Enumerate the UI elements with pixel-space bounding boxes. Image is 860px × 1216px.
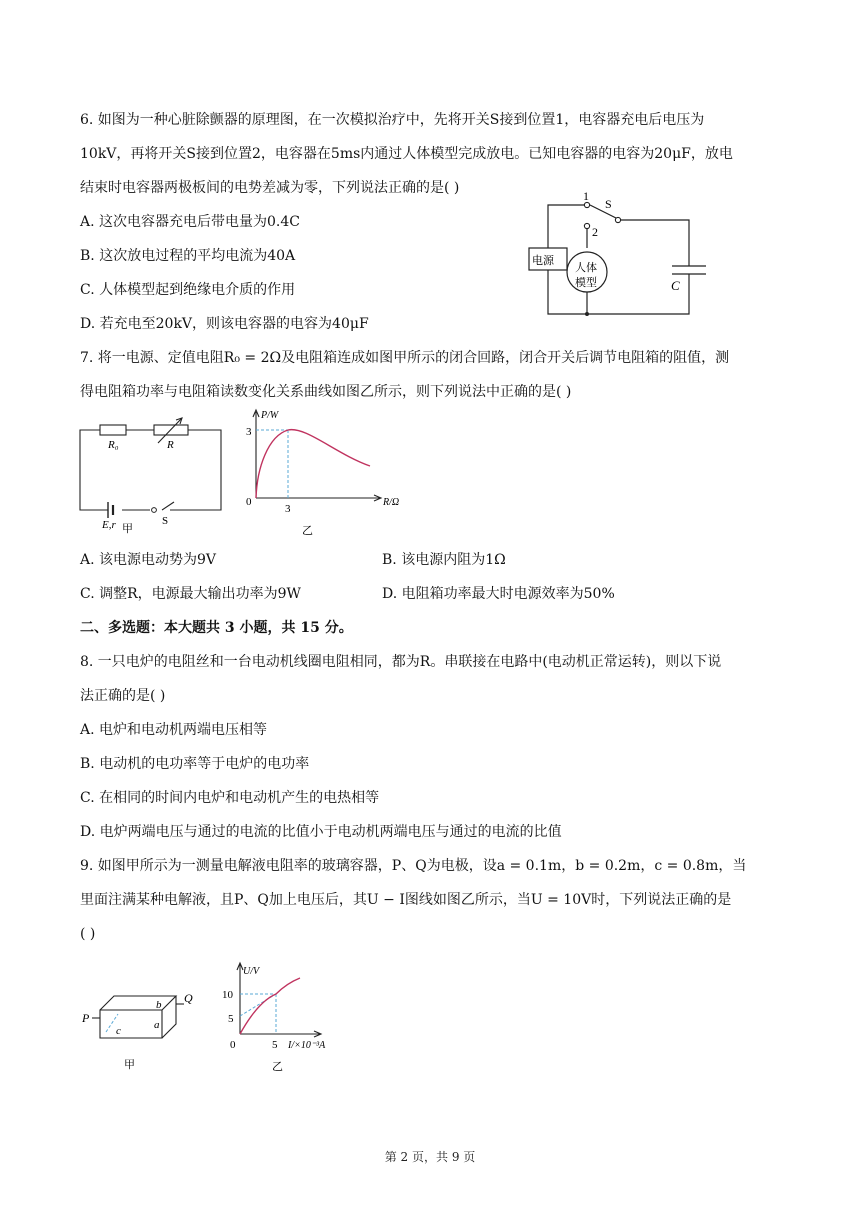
q9-chart-x-label: I/×10⁻³A [288,1040,326,1051]
q6-option-c: C. 人体模型起到绝缘电介质的作用 [80,282,296,298]
q8-stem-line-2: 法正确的是( ) [80,688,166,704]
q8-option-c: C. 在相同的时间内电炉和电动机产生的电热相等 [80,790,380,806]
q6-fig-cap-label: C [671,278,680,293]
q8-option-d: D. 电炉两端电压与通过的电流的比值小于电动机两端电压与通过的电流的比值 [80,824,562,840]
q7-option-b: B. 该电源内阻为1Ω [382,552,506,568]
q6-fig-pos2: 2 [592,225,598,239]
q6-stem-line-3: 结束时电容器两极板间的电势差减为零，下列说法正确的是( ) [80,180,460,196]
q7-circuit-figure [74,412,234,534]
q9-chart-x-tick: 5 [272,1039,278,1051]
q6-stem-line-2: 10kV，再将开关S接到位置2，电容器在5ms内通过人体模型完成放电。已知电容器的电容为20μF，放电 [80,146,733,162]
q7-chart-y-label: P/W [261,410,279,421]
q8-stem-line-1: 8. 一只电炉的电阻丝和一台电动机线圈电阻相同，都为R。串联接在电路中(电动机正常运转)，则以下说 [80,654,722,670]
q7-fig-caption-a: 甲 [122,523,133,534]
q9-ui-chart [220,958,350,1076]
page-footer: 第 2 页，共 9 页 [384,1150,476,1164]
q9-fig-b-label: b [156,999,162,1011]
q9-chart-y-label: U/V [243,966,260,977]
q9-fig-a-label: a [154,1019,160,1031]
q8-option-b: B. 电动机的电功率等于电炉的电功率 [80,756,310,772]
q6-stem-line-1: 6. 如图为一种心脏除颤器的原理图，在一次模拟治疗中，先将开关S接到位置1，电容器充电后电压为 [80,112,705,128]
q9-stem-line-1: 9. 如图甲所示为一测量电解液电阻率的玻璃容器，P、Q为电极，设a = 0.1m，b = 0.2m，c = 0.8m，当 [80,858,747,874]
q9-chart-y-tick-10: 10 [222,989,233,1001]
q9-stem-line-2: 里面注满某种电解液，且P、Q加上电压后，其U − I图线如图乙所示，当U = 10V时，下列说法正确的是 [80,892,732,908]
q7-stem-line-1: 7. 将一电源、定值电阻R₀ = 2Ω及电阻箱连成如图甲所示的闭合回路，闭合开关后调节电阻箱的阻值，测 [80,350,730,366]
q6-fig-body-label-1: 人体 [575,262,597,274]
q7-stem-line-2: 得电阻箱功率与电阻箱读数变化关系曲线如图乙所示，则下列说法中正确的是( ) [80,384,572,400]
q7-fig-s-label: S [162,515,169,527]
q6-fig-pos1: 1 [583,189,589,203]
q9-chart-origin: 0 [230,1039,236,1051]
q6-fig-switch-label: S [605,197,612,211]
q9-fig-c-label: c [116,1025,121,1037]
q6-fig-body-label-2: 模型 [575,277,597,289]
q6-defibrillator-circuit-figure [520,186,710,320]
q7-fig-er-label: E,r [102,519,116,531]
q7-option-d: D. 电阻箱功率最大时电源效率为50% [382,586,615,602]
q7-chart-x-label: R/Ω [383,497,400,508]
q9-fig-q-label: Q [184,991,193,1005]
section-heading: 二、多选题：本大题共 3 小题，共 15 分。 [80,620,353,636]
q8-option-a: A. 电炉和电动机两端电压相等 [80,722,268,738]
q7-chart-x-tick: 3 [285,503,291,515]
q7-power-curve-chart [240,406,412,542]
q9-chart-y-tick-5: 5 [228,1013,234,1025]
q7-chart-caption: 乙 [302,525,313,537]
q7-option-c: C. 调整R，电源最大输出功率为9W [80,586,301,602]
q9-chart-caption: 乙 [272,1061,283,1073]
q9-stem-line-3: ( ) [80,926,96,942]
q7-chart-origin: 0 [246,496,252,508]
q6-option-a: A. 这次电容器充电后带电量为0.4C [80,214,300,230]
q6-option-d: D. 若充电至20kV，则该电容器的电容为40μF [80,316,369,332]
q9-container-figure [78,984,196,1074]
q7-chart-y-tick: 3 [246,426,252,438]
q7-fig-r0-label: R₀ [108,439,119,451]
q6-fig-source-label: 电源 [532,255,554,267]
q9-fig-caption-a: 甲 [124,1059,135,1071]
q6-option-b: B. 这次放电过程的平均电流为40A [80,248,296,264]
q7-option-a: A. 该电源电动势为9V [80,552,217,568]
q9-fig-p-label: P [82,1011,90,1025]
q7-fig-r-label: R [167,439,174,451]
